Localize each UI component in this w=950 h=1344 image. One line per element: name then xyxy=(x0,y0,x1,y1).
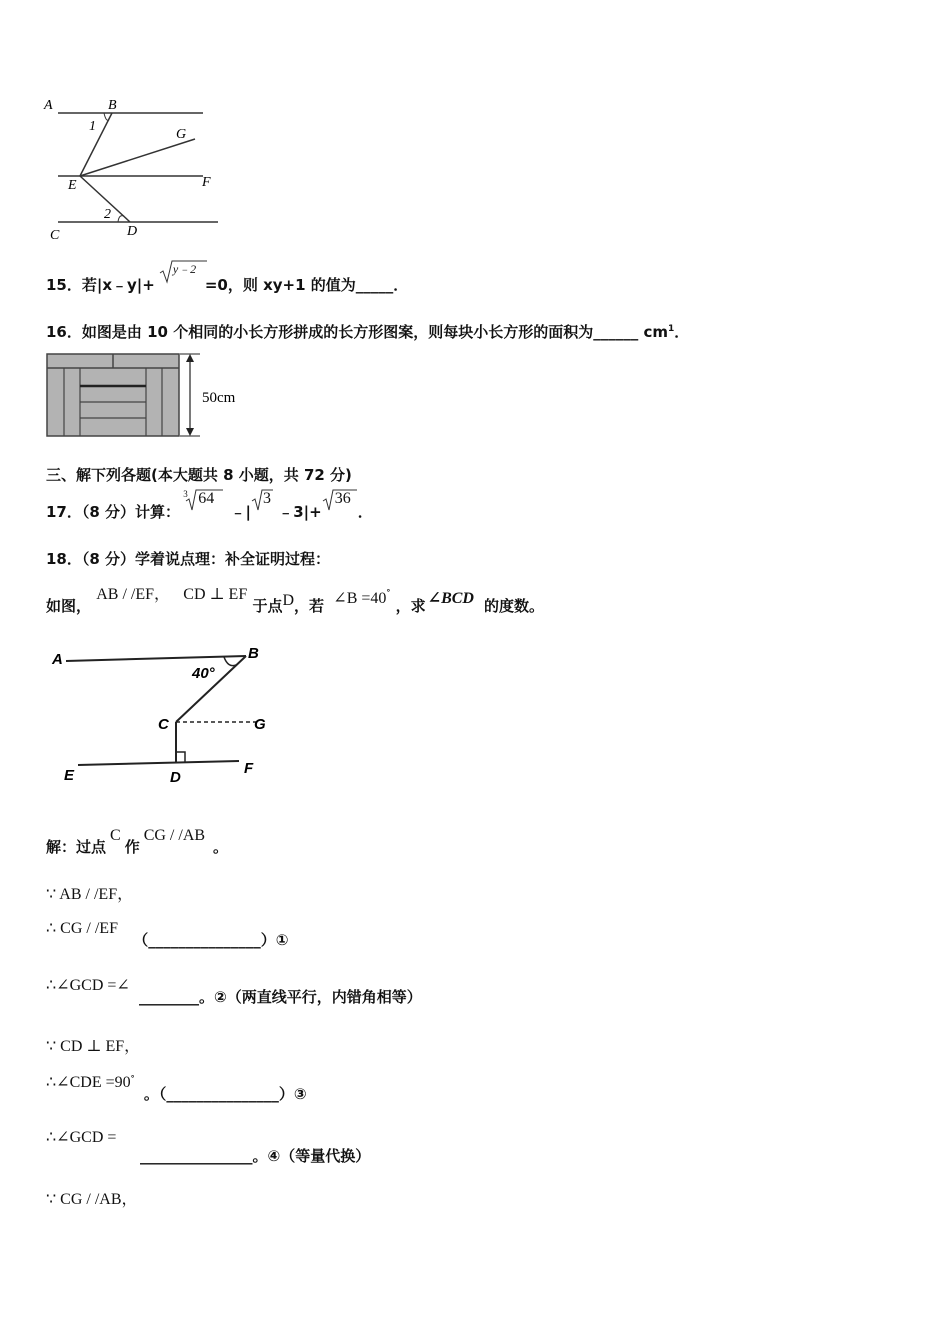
radicand: y﹣2 xyxy=(172,262,197,276)
figure-rectangle-pattern xyxy=(44,352,254,440)
step-2-statement: ∴ CG / /EF xyxy=(46,920,118,937)
label-e: E xyxy=(64,767,75,784)
question-15-number: 15． xyxy=(46,276,82,294)
label-g: G xyxy=(176,127,187,142)
root-index: 3 xyxy=(183,489,188,499)
label-b: B xyxy=(108,98,117,113)
step-6 xyxy=(46,1127,370,1166)
question-15-end: ． xyxy=(393,276,409,294)
question-17-end: ． xyxy=(357,503,373,521)
value-blank[interactable]: _______________ xyxy=(140,1147,253,1165)
label-f: F xyxy=(202,175,211,190)
label-f: F xyxy=(244,760,254,777)
degree-sign: ° xyxy=(130,1074,135,1083)
sqrt-36 xyxy=(322,490,358,517)
step-2 xyxy=(46,917,289,949)
label-a: A xyxy=(44,98,53,113)
radicand-36: 36 xyxy=(334,490,351,507)
given-angle: ∠B =40 xyxy=(333,590,387,607)
question-15-prefix: 若|x﹣y|+ xyxy=(81,276,155,294)
condition-parallel: AB / /EF， xyxy=(96,586,171,603)
label-a: A xyxy=(52,651,63,668)
figure-proof-diagram xyxy=(46,640,286,790)
cube-root-64 xyxy=(183,489,225,517)
answer-blank-15[interactable]: _____ xyxy=(355,276,394,294)
label-c: C xyxy=(158,716,169,733)
solution-period: 。 xyxy=(213,838,229,856)
question-17 xyxy=(46,489,373,522)
question-15 xyxy=(46,262,409,295)
step-6-reason: 。④（等量代换） xyxy=(252,1147,371,1165)
step-3-statement: ∴∠GCD =∠ xyxy=(46,977,130,994)
answer-blank-16[interactable]: ______ xyxy=(593,323,639,341)
condition-perpendicular: CD ⊥ EF xyxy=(183,586,248,603)
construct-text: 作 xyxy=(124,838,140,856)
find-text: ，求 xyxy=(395,597,426,615)
step-3-reason: 。②（两直线平行，内错角相等） xyxy=(199,988,422,1006)
question-15-text: =0，则 xy+1 的值为 xyxy=(204,276,356,294)
section-3-title: 三、解下列各题(本大题共 8 小题，共 72 分) xyxy=(46,466,352,484)
reason-blank-1[interactable]: _______________ xyxy=(148,931,261,949)
sqrt-expression xyxy=(155,262,205,290)
radicand-3: 3 xyxy=(263,490,271,507)
point-d: D xyxy=(282,592,295,609)
figure-parallel-lines-ef xyxy=(40,92,230,252)
step-4: ∵ CD ⊥ EF， xyxy=(46,1038,141,1055)
minus-abs-open: ﹣| xyxy=(230,503,251,521)
cg-parallel-ab: CG / /AB xyxy=(143,827,206,844)
angle-2-label: 2 xyxy=(104,207,111,222)
question-16-text: 如图是由 10 个相同的小长方形拼成的长方形图案，则每块小长方形的面积为 xyxy=(81,323,594,341)
point-c: C xyxy=(110,827,121,844)
question-18-condition xyxy=(46,586,544,616)
label-g: G xyxy=(254,716,266,733)
dimension-label: 50cm xyxy=(202,390,236,406)
label-b: B xyxy=(248,645,259,662)
angle-bcd: ∠BCD xyxy=(427,590,474,607)
sqrt-3 xyxy=(251,490,273,517)
question-16-end: ． xyxy=(674,323,690,341)
step-5 xyxy=(46,1071,307,1103)
label-c: C xyxy=(50,228,60,243)
solution-prefix: 解：过点 xyxy=(46,838,107,856)
question-18-title: （8 分）学着说点理：补全证明过程： xyxy=(81,550,331,568)
step-6-statement: ∴∠GCD = xyxy=(46,1129,117,1146)
question-16-number: 16． xyxy=(46,323,82,341)
question-17-score: （8 分）计算： xyxy=(81,503,181,521)
step-7: ∵ CG / /AB， xyxy=(46,1191,138,1208)
step-2-close: ）① xyxy=(260,931,289,949)
question-17-number: 17． xyxy=(46,503,82,521)
step-2-open: （ xyxy=(133,931,149,949)
label-e: E xyxy=(68,178,77,193)
unit-cm: cm xyxy=(643,323,668,341)
angle-blank[interactable]: ________ xyxy=(139,988,200,1006)
label-d: D xyxy=(127,224,138,239)
label-d: D xyxy=(170,769,181,786)
minus-abs-close: ﹣3|+ xyxy=(278,503,322,521)
step-1: ∵ AB / /EF， xyxy=(46,886,134,903)
angle-40-label: 40° xyxy=(192,665,215,682)
question-16 xyxy=(46,321,689,342)
radicand-64: 64 xyxy=(198,490,215,507)
question-18-number: 18． xyxy=(46,550,82,568)
reason-blank-3[interactable]: _______________ xyxy=(166,1085,279,1103)
question-18 xyxy=(46,548,330,569)
solution-intro xyxy=(46,827,229,857)
step-5-close: ）③ xyxy=(278,1085,307,1103)
step-5-statement: ∴∠CDE =90 xyxy=(46,1074,131,1091)
question-18-end: 的度数。 xyxy=(483,597,544,615)
step-3 xyxy=(46,974,422,1006)
degree-sign: ° xyxy=(386,588,391,597)
step-5-open: 。（ xyxy=(143,1085,167,1103)
unit-superscript: 1 xyxy=(667,324,675,334)
foot-text: 于点 xyxy=(252,597,283,615)
if-text: ，若 xyxy=(294,597,325,615)
angle-1-label: 1 xyxy=(89,119,96,134)
condition-intro: 如图， xyxy=(46,597,92,615)
